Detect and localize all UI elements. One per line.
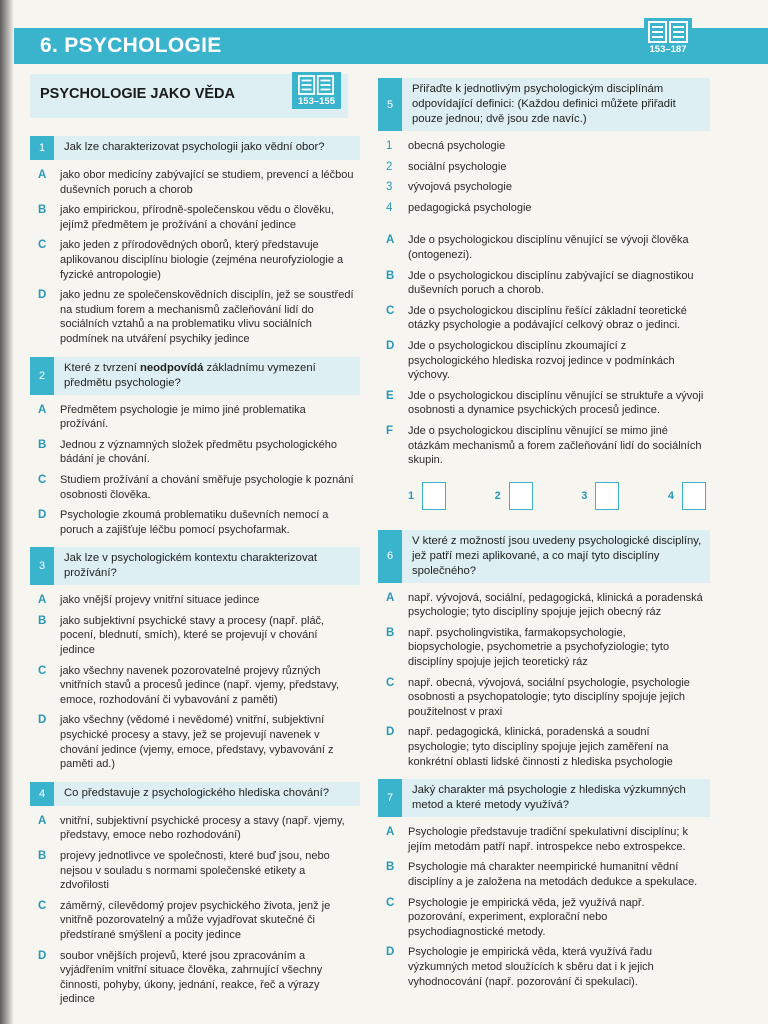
list-item: 1 obecná psychologie: [386, 140, 506, 152]
option-d[interactable]: D Psychologie zkoumá problematiku duševních nemocí a poruch a zajišťuje léčbu pomocí psychofarmak.: [38, 509, 329, 536]
option-d[interactable]: D Jde o psychologickou disciplínu zkoumající z psychologického hlediska rozvoj jedince v podmínkách výchovy.: [386, 339, 675, 382]
option-d[interactable]: D Psychologie je empirická věda, která využívá řadu výzkumných metod sloužících k sběru dat i k jejich vyhodnocování (např. pozorování či spekulaci).: [386, 946, 654, 988]
list-item: 2 sociální psychologie: [386, 160, 507, 173]
question-header: [30, 782, 360, 806]
question-7: [378, 779, 710, 989]
option-f[interactable]: F Jde o psychologickou disciplínu věnující se mimo jiné otázkám mechanismů a forem začleňování lidí do sociálních skupin.: [386, 424, 702, 467]
list-item: 4 pedagogická psychologie: [386, 201, 532, 214]
question-number: 3: [30, 547, 54, 585]
question-header: [30, 136, 360, 160]
option-d[interactable]: D jako všechny (vědomé i nevědomé) vnitřní, subjektivní psychické procesy a stavy, jež se projevují navenek v chování jedince (vjemy, emoce, představy, vybavování z paměti ad.): [38, 714, 334, 771]
page-binding-shadow: [0, 0, 14, 1024]
option-b[interactable]: B Psychologie má charakter neempirické humanitní vědní disciplíny a je založena na metodách dedukce a spekulace.: [386, 861, 698, 888]
option-c[interactable]: C jako všechny navenek pozorovatelné projevy různých vnitřních stavů a procesů jedince (např. vjemy, představy, emoce, rozhodování či vybavování z paměti): [38, 664, 339, 706]
question-text: Které z tvrzení neodpovídá základnímu vymezení předmětu psychologie?: [64, 361, 316, 389]
option-b[interactable]: B jako subjektivní psychické stavy a procesy (např. pláč, pocení, blednutí, smích), které se projevují v chování jedince: [38, 614, 325, 657]
answer-box[interactable]: [682, 482, 706, 510]
option-c[interactable]: C Studiem prožívání a chování směřuje psychologie k poznání osobnosti člověka.: [38, 473, 354, 501]
section-header: [30, 70, 360, 128]
question-2: [30, 357, 360, 538]
option-b[interactable]: B jako empirickou, přírodně-společenskou vědu o člověku, jejímž předmětem je prožívání a chování jedince: [38, 204, 334, 231]
question-3: [30, 547, 360, 772]
question-number: 6: [378, 530, 402, 583]
option-c[interactable]: C např. obecná, vývojová, sociální psychologie, psychologie osobnosti a psychopatologie; tyto disciplíny spojuje jejich použitelnost v praxi: [386, 676, 690, 718]
discipline-list: [378, 139, 710, 215]
question-header: [30, 357, 360, 395]
option-a[interactable]: A Psychologie představuje tradiční spekulativní disciplínu; k jejím metodám patří např. introspekce nebo extrospekce.: [386, 826, 689, 853]
answer-box[interactable]: [509, 482, 533, 510]
question-4: [30, 782, 360, 1007]
question-number: 4: [30, 782, 54, 806]
question-header: [378, 779, 710, 817]
question-text: Jak lze charakterizovat psychologii jako vědní obor?: [64, 141, 325, 153]
answer-slot-1: 1: [408, 482, 446, 510]
question-number: 5: [378, 78, 402, 131]
book-icon: [298, 75, 334, 95]
option-a[interactable]: A vnitřní, subjektivní psychické procesy a stavy (např. vjemy, představy, emoce nebo rozhodování): [38, 814, 345, 842]
option-b[interactable]: B např. psycholingvistika, farmakopsychologie, biopsychologie, psychometrie a psychofyziologie; tyto disciplíny spojuje jejich teoretický ráz: [386, 626, 670, 669]
option-b[interactable]: B Jde o psychologickou disciplínu zabývající se diagnostikou duševních poruch a chorob.: [386, 269, 694, 297]
question-number: 7: [378, 779, 402, 817]
question-text: V které z možností jsou uvedeny psychologické disciplíny, jež patří mezi aplikované, a co mají tyto disciplíny společného?: [412, 534, 702, 577]
list-item: 3 vývojová psychologie: [386, 181, 512, 194]
book-icon: [648, 21, 688, 43]
option-b[interactable]: B Jednou z významných složek předmětu psychologického bádání je chování.: [38, 438, 337, 466]
question-text: Jaký charakter má psychologie z hlediska výzkumných metod a které metody využívá?: [412, 784, 686, 812]
option-b[interactable]: B projevy jednotlivce ve společnosti, které buď jsou, nebo nejsou v souladu s normami společenské etikety a zdvořilosti: [38, 850, 330, 892]
answer-slot-4: 4: [668, 482, 706, 510]
section-title: PSYCHOLOGIE JAKO VĚDA: [40, 86, 235, 102]
question-number: 1: [30, 136, 54, 160]
option-c[interactable]: C Psychologie je empirická věda, jež využívá např. pozorování, experiment, explorační nebo psychodiagnostické metody.: [386, 896, 645, 938]
header-page-range: 153–187: [649, 44, 687, 55]
option-a[interactable]: A např. vývojová, sociální, pedagogická, klinická a poradenská psychologie; tyto disciplíny spojuje jejich obecný ráz: [386, 591, 703, 619]
question-number: 2: [30, 357, 54, 395]
answer-slot-3: 3: [581, 482, 619, 510]
option-d[interactable]: D soubor vnějších projevů, které jsou zpracováním a vyjádřením vnitřní situace člověka, zahrnující všechny činnosti, pohyby, úkony, jednání, reakce, řeč a výrazy jedince: [38, 949, 323, 1006]
option-a[interactable]: A jako vnější projevy vnitřní situace jedince: [38, 594, 260, 607]
left-column: [30, 70, 360, 1017]
section-page-range: 153–155: [298, 96, 335, 107]
question-text: Jak lze v psychologickém kontextu charakterizovat prožívání?: [64, 552, 318, 580]
option-a[interactable]: A Předmětem psychologie je mimo jiné problematika prožívání.: [38, 403, 306, 431]
question-header: [378, 78, 710, 131]
question-header: [30, 547, 360, 585]
option-d[interactable]: D např. pedagogická, klinická, poradenská a soudní psychologie; tyto disciplíny spojuje jejich zaměření na konkrétní oblasti lidské činnosti z hlediska psychologie: [386, 726, 673, 768]
answer-boxes: [378, 476, 710, 516]
answer-slot-2: 2: [495, 482, 533, 510]
question-text: Co představuje z psychologického hlediska chování?: [64, 786, 330, 799]
option-d[interactable]: D jako jednu ze společenskovědních disciplín, jež se soustředí na studium forem a mechanismů začleňování lidí do sociálních vztahů a na problematiku vlivu sociálních podmínek na utváření psychiky jedince: [38, 289, 354, 345]
option-c[interactable]: C záměrný, cílevědomý projev psychického života, jenž je vnitřně pozorovatelný a může vyjadřovat skutečné či předstírané smýšlení a pocity jedince: [38, 899, 331, 941]
header-book-reference: [640, 18, 696, 62]
chapter-title: 6. PSYCHOLOGIE: [40, 34, 222, 57]
option-c[interactable]: C Jde o psychologickou disciplínu řešící základní teoretické otázky psychologie a podávající celkový obraz o jedinci.: [386, 304, 687, 332]
question-text: Přiřaďte k jednotlivým psychologickým disciplínám odpovídající definici: (Každou definici můžete přiřadit pouze jednou; dvě jsou zde navíc.): [412, 83, 676, 125]
question-header: [378, 530, 710, 583]
answer-box[interactable]: [595, 482, 619, 510]
answer-box[interactable]: [422, 482, 446, 510]
option-a[interactable]: A jako obor medicíny zabývající se studiem, prevencí a léčbou duševních poruch a chorob: [38, 169, 354, 196]
right-column: [378, 78, 710, 999]
section-book-reference: [292, 72, 341, 109]
question-5: [378, 78, 710, 516]
question-6: [378, 530, 710, 770]
option-e[interactable]: E Jde o psychologickou disciplínu věnující se struktuře a vývoji osobnosti a dynamice psychických procesů jedince.: [386, 389, 704, 417]
option-c[interactable]: C jako jeden z přírodovědných oborů, který představuje aplikovanou disciplínu biologie (zejména neurofyziologie a fyzické antropologie): [38, 239, 344, 281]
question-1: [30, 136, 360, 347]
option-a[interactable]: A Jde o psychologickou disciplínu věnující se vývoji člověka (ontogenezi).: [386, 234, 689, 261]
